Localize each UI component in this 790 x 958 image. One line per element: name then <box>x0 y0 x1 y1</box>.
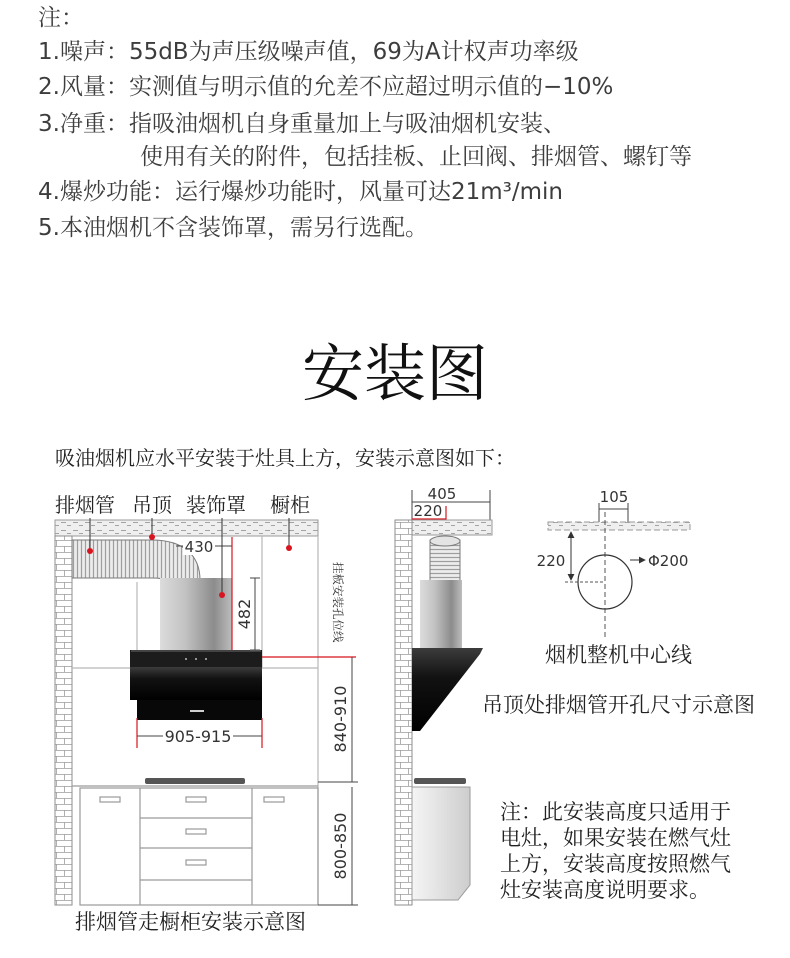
diameter-label: Φ200 <box>648 552 689 570</box>
hood-glass-panel <box>130 667 262 700</box>
marker-duct <box>87 548 93 554</box>
label-cabinet: 橱柜 <box>270 493 310 517</box>
cabinet-install-diagram <box>55 518 358 905</box>
dim-482-label: 482 <box>235 598 254 630</box>
ceiling-hole-band <box>548 522 690 530</box>
dim-405-label: 405 <box>427 485 457 503</box>
cabinet-handle <box>186 829 206 834</box>
cabinet-handle <box>100 797 120 802</box>
label-duct: 排烟管 <box>55 493 115 517</box>
hood-light-strip <box>190 710 204 712</box>
note-noise: 1.噪声：55dB为声压级噪声值，69为A计权声功率级 <box>38 39 579 65</box>
height-note-line: 灶安装高度说明要求。 <box>500 878 710 902</box>
note-boost-mode: 4.爆炒功能：运行爆炒功能时，风量可达21m³/min <box>38 179 563 205</box>
ceiling-hole-caption: 吊顶处排烟管开孔尺寸示意图 <box>482 693 755 717</box>
base-cabinet <box>80 788 318 905</box>
dimension-482 <box>235 578 260 650</box>
dim-width-label: 905-915 <box>164 727 232 746</box>
note-net-weight-continued: 使用有关的附件，包括挂板、止回阀、排烟管、螺钉等 <box>140 144 692 170</box>
dim-hood-height-label: 840-910 <box>331 685 350 753</box>
dimension-105 <box>599 488 628 522</box>
base-cabinet-frame <box>80 788 318 905</box>
wall-left <box>55 536 72 905</box>
hood-button-dot <box>205 658 207 660</box>
dimension-width <box>137 718 262 748</box>
label-ceiling: 吊顶 <box>132 493 172 517</box>
cabinet-handle <box>186 797 206 802</box>
dimension-counter-height <box>318 787 358 905</box>
notes-heading: 注： <box>38 5 84 31</box>
install-intro: 吸油烟机应水平安装于灶具上方，安装示意图如下： <box>55 446 515 470</box>
marker-ceiling <box>149 534 155 540</box>
cooktop-side <box>414 778 466 784</box>
cabinet-handle <box>186 860 206 865</box>
note-cover-not-included: 5.本油烟机不含装饰罩，需另行选配。 <box>38 215 428 241</box>
chimney-side <box>420 580 462 648</box>
dim-220-side-label: 220 <box>413 502 443 520</box>
height-note-line: 注：此安装高度只适用于 <box>500 800 731 824</box>
chimney-cover <box>160 578 232 650</box>
wall-side <box>395 520 412 905</box>
base-cabinet-side <box>412 787 470 900</box>
height-note-line: 电灶，如果安装在燃气灶 <box>500 826 731 850</box>
mount-hole-line-label: 挂板安装孔位线 <box>331 562 345 643</box>
note-airflow: 2.风量：实测值与明示值的允差不应超过明示值的−10% <box>38 74 614 100</box>
dim-220-hole-label: 220 <box>536 552 566 570</box>
hood-glass-side <box>412 648 483 731</box>
hood-button-dot <box>185 658 187 660</box>
cabinet-handle <box>264 797 284 802</box>
dim-430-label: 430 <box>184 538 214 556</box>
dimension-hood-height <box>318 657 358 782</box>
side-view-diagram <box>395 485 492 905</box>
ceiling-side <box>412 520 492 535</box>
height-note-line: 上方，安装高度按照燃气 <box>500 852 731 876</box>
upper-cabinet-left <box>72 582 137 668</box>
cabinet-diagram-caption: 排烟管走橱柜安装示意图 <box>75 910 306 934</box>
hood-button-dot <box>195 658 197 660</box>
centerline-label: 烟机整机中心线 <box>545 643 692 667</box>
ceiling-hole-diagram <box>537 488 690 640</box>
ceiling-left <box>55 520 318 536</box>
marker-cover <box>219 592 225 598</box>
dim-counter-height-label: 800-850 <box>331 812 350 880</box>
duct-vertical-top <box>430 536 460 546</box>
label-cover: 装饰罩 <box>186 493 246 517</box>
page-title: 安装图 <box>301 337 488 410</box>
cooktop <box>145 778 245 784</box>
upper-cabinet-right <box>262 536 318 668</box>
marker-cabinet <box>286 545 292 551</box>
note-net-weight: 3.净重：指吸油烟机自身重量加上与吸油烟机安装、 <box>38 111 566 137</box>
dim-105-label: 105 <box>599 488 629 506</box>
